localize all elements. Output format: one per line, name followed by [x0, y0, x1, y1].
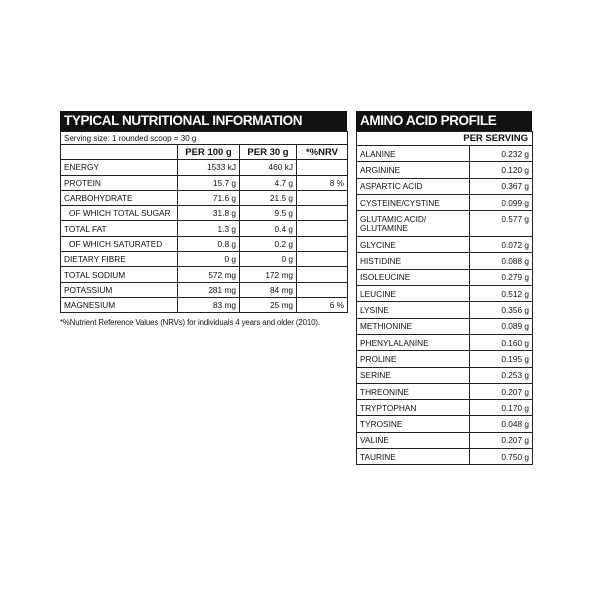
nrv-value — [297, 221, 348, 236]
amino-acid-value: 0.099 g — [470, 194, 533, 210]
amino-row — [357, 286, 533, 302]
amino-row — [357, 302, 533, 318]
nutrition-column-header-row — [61, 145, 348, 160]
amino-acid-value: 0.195 g — [470, 351, 533, 367]
amino-row — [357, 351, 533, 367]
per-100g-value: 15.7 g — [178, 175, 240, 190]
amino-acid-name: VALINE — [357, 432, 470, 448]
amino-acid-value: 0.048 g — [470, 416, 533, 432]
amino-row — [357, 237, 533, 253]
amino-acid-value: 0.279 g — [470, 269, 533, 285]
nrv-value — [297, 252, 348, 267]
amino-acid-name: TRYPTOPHAN — [357, 400, 470, 416]
amino-acid-value: 0.088 g — [470, 253, 533, 269]
amino-acid-value: 0.367 g — [470, 178, 533, 194]
amino-acid-value: 0.072 g — [470, 237, 533, 253]
nrv-value — [297, 160, 348, 175]
amino-acid-value: 0.356 g — [470, 302, 533, 318]
amino-column-header-row — [357, 132, 533, 146]
nrv-value: 8 % — [297, 175, 348, 190]
per-100g-value: 83 mg — [178, 297, 240, 312]
amino-acid-value: 0.207 g — [470, 432, 533, 448]
amino-row — [357, 178, 533, 194]
amino-row — [357, 194, 533, 210]
per-30g-value: 9.5 g — [240, 206, 297, 221]
nutrient-name: ENERGY — [61, 160, 178, 175]
amino-acid-name: PROLINE — [357, 351, 470, 367]
amino-acid-name: METHIONINE — [357, 318, 470, 334]
amino-acid-value: 0.750 g — [470, 449, 533, 465]
nutrition-row — [61, 267, 348, 282]
amino-acid-value: 0.089 g — [470, 318, 533, 334]
per-100g-value: 0 g — [178, 252, 240, 267]
per-serving-header: PER SERVING — [357, 132, 533, 146]
nutrition-row — [61, 160, 348, 175]
nrv-header: *%NRV — [297, 145, 348, 160]
amino-panel — [356, 111, 532, 465]
per-30g-value: 0 g — [240, 252, 297, 267]
per-100g-value: 71.6 g — [178, 190, 240, 205]
nrv-value — [297, 206, 348, 221]
per-100g-value: 31.8 g — [178, 206, 240, 221]
nutrition-row — [61, 190, 348, 205]
amino-acid-name: PHENYLALANINE — [357, 334, 470, 350]
per-100g-value: 0.8 g — [178, 236, 240, 251]
per-30g-value: 0.4 g — [240, 221, 297, 236]
amino-row — [357, 269, 533, 285]
nutrient-name: TOTAL SODIUM — [61, 267, 178, 282]
per-100g-value: 1.3 g — [178, 221, 240, 236]
amino-acid-name: ASPARTIC ACID — [357, 178, 470, 194]
amino-acid-name: LEUCINE — [357, 286, 470, 302]
per-30g-value: 172 mg — [240, 267, 297, 282]
per-100g-value: 1533 kJ — [178, 160, 240, 175]
amino-row — [357, 432, 533, 448]
amino-row — [357, 162, 533, 178]
amino-row — [357, 318, 533, 334]
amino-row — [357, 211, 533, 237]
nutrition-title: TYPICAL NUTRITIONAL INFORMATION — [60, 111, 347, 131]
amino-acid-name: ARGININE — [357, 162, 470, 178]
nrv-value — [297, 190, 348, 205]
amino-acid-value: 0.207 g — [470, 383, 533, 399]
amino-title: AMINO ACID PROFILE — [356, 111, 532, 131]
nrv-value — [297, 236, 348, 251]
amino-acid-name: GLYCINE — [357, 237, 470, 253]
nutrition-row — [61, 221, 348, 236]
amino-acid-name: GLUTAMIC ACID/ GLUTAMINE — [357, 211, 470, 237]
nutrition-row — [61, 206, 348, 221]
nrv-value — [297, 267, 348, 282]
amino-acid-value: 0.120 g — [470, 162, 533, 178]
amino-acid-name: TAURINE — [357, 449, 470, 465]
amino-acid-value: 0.160 g — [470, 334, 533, 350]
amino-acid-name: TYROSINE — [357, 416, 470, 432]
amino-table — [356, 131, 533, 465]
amino-acid-value: 0.170 g — [470, 400, 533, 416]
nutrient-name: DIETARY FIBRE — [61, 252, 178, 267]
nutrition-row — [61, 297, 348, 312]
nrv-value — [297, 282, 348, 297]
nutrition-row — [61, 252, 348, 267]
nutrient-name: OF WHICH SATURATED — [61, 236, 178, 251]
amino-acid-value: 0.232 g — [470, 146, 533, 162]
per-30g-value: 0.2 g — [240, 236, 297, 251]
amino-acid-value: 0.253 g — [470, 367, 533, 383]
serving-size: Serving size: 1 rounded scoop = 30 g — [61, 132, 348, 145]
nutrient-name: PROTEIN — [61, 175, 178, 190]
nutrition-row — [61, 236, 348, 251]
amino-acid-name: CYSTEINE/CYSTINE — [357, 194, 470, 210]
amino-row — [357, 367, 533, 383]
amino-row — [357, 449, 533, 465]
nrv-footnote: *%Nutrient Reference Values (NRVs) for individuals 4 years and older (2010). — [60, 318, 320, 328]
amino-row — [357, 383, 533, 399]
per-30g-value: 25 mg — [240, 297, 297, 312]
nutrition-row — [61, 282, 348, 297]
nutrient-name: TOTAL FAT — [61, 221, 178, 236]
nutrient-name: POTASSIUM — [61, 282, 178, 297]
nutrient-name: MAGNESIUM — [61, 297, 178, 312]
amino-row — [357, 400, 533, 416]
per-100g-value: 281 mg — [178, 282, 240, 297]
per-30g-value: 21.5 g — [240, 190, 297, 205]
nutrition-table — [60, 131, 348, 313]
amino-acid-value: 0.512 g — [470, 286, 533, 302]
amino-row — [357, 253, 533, 269]
per-30g-header: PER 30 g — [240, 145, 297, 160]
per-30g-value: 4.7 g — [240, 175, 297, 190]
per-100g-value: 572 mg — [178, 267, 240, 282]
amino-acid-name: ALANINE — [357, 146, 470, 162]
nutrition-panel — [60, 111, 347, 327]
amino-row — [357, 146, 533, 162]
serving-size-row — [61, 132, 348, 145]
amino-acid-name: ISOLEUCINE — [357, 269, 470, 285]
per-30g-value: 460 kJ — [240, 160, 297, 175]
nutrient-name-header — [61, 145, 178, 160]
amino-acid-value: 0.577 g — [470, 211, 533, 237]
amino-acid-name: HISTIDINE — [357, 253, 470, 269]
per-30g-value: 84 mg — [240, 282, 297, 297]
nrv-value: 6 % — [297, 297, 348, 312]
amino-acid-name: LYSINE — [357, 302, 470, 318]
amino-acid-name: SERINE — [357, 367, 470, 383]
amino-row — [357, 334, 533, 350]
amino-row — [357, 416, 533, 432]
nutrient-name: CARBOHYDRATE — [61, 190, 178, 205]
amino-acid-name: THREONINE — [357, 383, 470, 399]
per-100g-header: PER 100 g — [178, 145, 240, 160]
nutrient-name: OF WHICH TOTAL SUGAR — [61, 206, 178, 221]
nutrition-row — [61, 175, 348, 190]
